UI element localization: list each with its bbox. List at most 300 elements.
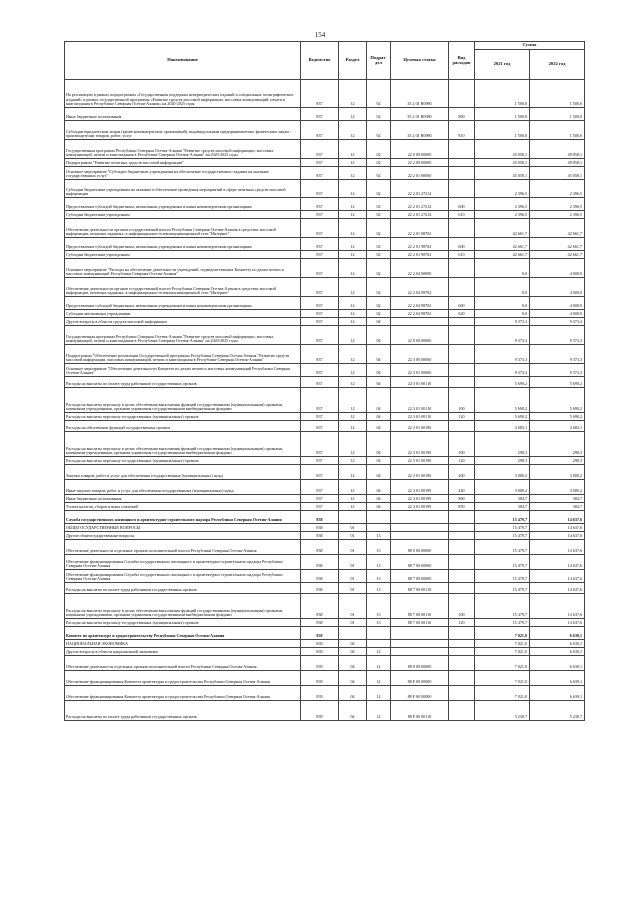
row-dept: 837 xyxy=(301,159,339,167)
page-number: 154 xyxy=(314,31,326,39)
table-row xyxy=(65,251,585,259)
row-exptype: 600 xyxy=(449,198,475,211)
row-name: Основное мероприятие "Расходы на обеспечение деятельности учреждений, подведомственных Комитету по делам печати и массовых коммуникаций Республики Северная Осетия-Алания" xyxy=(65,259,301,278)
table-row xyxy=(65,511,585,524)
row-target: 35 2 01 R0980 xyxy=(391,121,449,140)
row-2022: 6 639,1 xyxy=(530,656,585,671)
row-section: 12 xyxy=(339,259,367,278)
row-subsection: 12 xyxy=(367,671,391,686)
table-row xyxy=(65,457,585,465)
row-2021: 42 661,7 xyxy=(475,238,530,251)
row-exptype xyxy=(449,524,475,532)
row-2021: 3 000,2 xyxy=(475,465,530,480)
row-target: 88 7 00 00000 xyxy=(391,555,449,570)
row-section: 12 xyxy=(339,121,367,140)
row-exptype xyxy=(449,167,475,180)
row-subsection xyxy=(367,640,391,648)
row-target: 22 2 01 00000 xyxy=(391,167,449,180)
row-exptype xyxy=(449,570,475,583)
row-subsection: 12 xyxy=(367,701,391,721)
row-subsection: 02 xyxy=(367,198,391,211)
row-2022: 3 000,2 xyxy=(530,465,585,480)
row-dept: 837 xyxy=(301,421,339,432)
row-exptype: 100 xyxy=(449,594,475,619)
row-target: 22 3 01 00190 xyxy=(391,495,449,503)
row-2021: 7 021,0 xyxy=(475,627,530,640)
row-target: 88 7 00 00110 xyxy=(391,594,449,619)
row-subsection: 12 xyxy=(367,686,391,701)
row-name: Другие вопросы в области национальной экономики xyxy=(65,648,301,656)
row-2022: 14 637,6 xyxy=(530,570,585,583)
row-2022: 45 058,1 xyxy=(530,167,585,180)
row-2022: 2 396,5 xyxy=(530,198,585,211)
row-exptype xyxy=(449,180,475,198)
row-2021: 0,0 xyxy=(475,297,530,310)
row-name: Расходы на выплаты по оплате труда работников государственных органов xyxy=(65,583,301,594)
row-subsection: 04 xyxy=(367,413,391,421)
row-2021: 15 479,7 xyxy=(475,540,530,555)
row-name: Субсидии бюджетным учреждениям xyxy=(65,251,301,259)
row-exptype xyxy=(449,259,475,278)
row-2021: 15 479,7 xyxy=(475,555,530,570)
row-2021: 1 500,0 xyxy=(475,108,530,121)
row-exptype xyxy=(449,159,475,167)
row-target xyxy=(391,648,449,656)
row-target xyxy=(391,532,449,540)
row-exptype xyxy=(449,345,475,364)
row-2022: 6 639,1 xyxy=(530,648,585,656)
row-exptype xyxy=(449,532,475,540)
row-2021: 9 373,3 xyxy=(475,318,530,326)
table-row xyxy=(65,198,585,211)
col-name-header: Наименование xyxy=(65,42,301,80)
row-subsection: 02 xyxy=(367,80,391,108)
row-2022: 384,7 xyxy=(530,503,585,511)
row-subsection: 02 xyxy=(367,211,391,219)
row-name: Расходы на выплаты персоналу в целях обеспечения выполнения функций государственными (муниципальными) органами, казенными учреждениями, органами управления государственными внебюджетными фондами xyxy=(65,432,301,457)
table-row xyxy=(65,465,585,480)
row-target: 22 3 01 00110 xyxy=(391,413,449,421)
row-section: 04 xyxy=(339,640,367,648)
row-subsection: 04 xyxy=(367,388,391,413)
row-subsection: 04 xyxy=(367,465,391,480)
table-row xyxy=(65,532,585,540)
row-target: 22 2 04 98702 xyxy=(391,310,449,318)
row-2021: 15 479,7 xyxy=(475,583,530,594)
row-name: Закупка товаров, работ и услуг для обеспечения государственных (муниципальных) нужд xyxy=(65,465,301,480)
row-name: Обеспечение деятельности отдельных органов исполнительной власти Республики Северная Осетия-Алания xyxy=(65,540,301,555)
row-target: 22 3 01 00110 xyxy=(391,388,449,413)
row-dept: 838 xyxy=(301,532,339,540)
row-2022: 49 058,1 xyxy=(530,140,585,159)
row-name: Субсидии бюджетным учреждениям на оказание и обеспечение проведения мероприятий в сфере печатных средств массовой информации xyxy=(65,180,301,198)
row-2021: 5 690,2 xyxy=(475,377,530,388)
row-section: 01 xyxy=(339,540,367,555)
row-section: 12 xyxy=(339,432,367,457)
row-target: 22 2 04 98702 xyxy=(391,297,449,310)
row-section: 12 xyxy=(339,167,367,180)
row-2022: 4 000,0 xyxy=(530,310,585,318)
row-2022: 1 500,0 xyxy=(530,108,585,121)
row-2021: 0,0 xyxy=(475,259,530,278)
row-subsection: 02 xyxy=(367,121,391,140)
table-row xyxy=(65,686,585,701)
row-name: Уплата налогов, сборов и иных платежей xyxy=(65,503,301,511)
table-row xyxy=(65,640,585,648)
row-dept: 837 xyxy=(301,108,339,121)
row-2022: 14 637,6 xyxy=(530,511,585,524)
table-row xyxy=(65,432,585,457)
row-name: Предоставление субсидий бюджетным, автономным учреждениям и иным некоммерческим организациям xyxy=(65,297,301,310)
row-name: Расходы на обеспечение функций государственных органов xyxy=(65,421,301,432)
table-row xyxy=(65,140,585,159)
row-name: Подпрограмма "Развитие печатных средств массовой информации" xyxy=(65,159,301,167)
row-subsection: 04 xyxy=(367,432,391,457)
row-2021: 7 021,0 xyxy=(475,656,530,671)
row-name: Иные закупки товаров, работ и услуг для обеспечения государственных (муниципальных) нужд xyxy=(65,480,301,495)
table-row xyxy=(65,219,585,238)
table-row xyxy=(65,524,585,532)
row-subsection: 13 xyxy=(367,583,391,594)
row-2021: 2 396,5 xyxy=(475,211,530,219)
row-2021: 2 396,5 xyxy=(475,198,530,211)
row-exptype xyxy=(449,140,475,159)
row-section xyxy=(339,511,367,524)
row-target: 22 3 01 00110 xyxy=(391,377,449,388)
row-2021: 45 058,1 xyxy=(475,159,530,167)
row-section: 04 xyxy=(339,701,367,721)
row-section: 12 xyxy=(339,180,367,198)
table-row xyxy=(65,278,585,297)
row-2021: 3 683,1 xyxy=(475,421,530,432)
row-name: Расходы на выплаты персоналу государственных (муниципальных) органов xyxy=(65,619,301,627)
row-dept: 837 xyxy=(301,310,339,318)
row-name: Обеспечение функционирования Службы государственного жилищного и архитектурно-строительного надзора Республики Северная Осетия-Алания xyxy=(65,570,301,583)
row-subsection: 04 xyxy=(367,503,391,511)
row-section: 12 xyxy=(339,278,367,297)
row-section: 12 xyxy=(339,297,367,310)
row-2021: 15 479,7 xyxy=(475,594,530,619)
row-section: 12 xyxy=(339,108,367,121)
row-target: 22 3 01 00190 xyxy=(391,421,449,432)
row-target: 35 2 01 R0980 xyxy=(391,108,449,121)
row-exptype: 800 xyxy=(449,495,475,503)
row-subsection: 02 xyxy=(367,259,391,278)
row-2022: 14 637,6 xyxy=(530,532,585,540)
table-row xyxy=(65,167,585,180)
row-subsection: 04 xyxy=(367,345,391,364)
row-section: 01 xyxy=(339,619,367,627)
row-2022: 49 058,1 xyxy=(530,159,585,167)
budget-table xyxy=(64,41,585,721)
row-dept: 837 xyxy=(301,259,339,278)
row-name: Расходы на выплаты по оплате труда работников государственных органов xyxy=(65,701,301,721)
row-section: 12 xyxy=(339,364,367,377)
row-dept: 837 xyxy=(301,167,339,180)
row-subsection: 04 xyxy=(367,480,391,495)
row-name: НАЦИОНАЛЬНАЯ ЭКОНОМИКА xyxy=(65,640,301,648)
row-dept: 839 xyxy=(301,656,339,671)
row-2021: 0,0 xyxy=(475,310,530,318)
row-target xyxy=(391,640,449,648)
row-2021: 298,3 xyxy=(475,432,530,457)
row-dept: 839 xyxy=(301,671,339,686)
row-subsection: 02 xyxy=(367,219,391,238)
row-target: 35 2 01 R0980 xyxy=(391,80,449,108)
row-dept: 838 xyxy=(301,555,339,570)
row-target: 88 7 00 00110 xyxy=(391,583,449,594)
row-section: 12 xyxy=(339,238,367,251)
row-section: 12 xyxy=(339,219,367,238)
row-exptype xyxy=(449,555,475,570)
row-2022: 14 637,6 xyxy=(530,619,585,627)
row-2022: 9 373,3 xyxy=(530,364,585,377)
row-name: Другие общегосударственные вопросы xyxy=(65,532,301,540)
row-subsection: 13 xyxy=(367,619,391,627)
row-dept: 837 xyxy=(301,211,339,219)
row-dept: 837 xyxy=(301,297,339,310)
table-row xyxy=(65,495,585,503)
row-2021: 0,0 xyxy=(475,278,530,297)
row-dept: 837 xyxy=(301,503,339,511)
row-subsection: 02 xyxy=(367,159,391,167)
row-2021: 298,3 xyxy=(475,457,530,465)
row-exptype xyxy=(449,656,475,671)
row-2022: 9 373,3 xyxy=(530,326,585,345)
col-sum-header: Сумма xyxy=(475,42,585,50)
table-row xyxy=(65,159,585,167)
row-target: 22 2 01 27214 xyxy=(391,180,449,198)
row-exptype xyxy=(449,701,475,721)
row-section: 01 xyxy=(339,594,367,619)
row-section: 12 xyxy=(339,345,367,364)
row-dept: 839 xyxy=(301,701,339,721)
row-dept: 838 xyxy=(301,570,339,583)
row-dept: 837 xyxy=(301,457,339,465)
row-2022: 14 637,6 xyxy=(530,524,585,532)
row-name: Основное мероприятие "Обеспечение деятельности Комитета по делам печати и массовых коммуникаций Республики Северная Осетия-Алания" xyxy=(65,364,301,377)
col-2021-header: 2021 год xyxy=(475,50,530,80)
row-2022: 9 373,3 xyxy=(530,345,585,364)
row-exptype xyxy=(449,326,475,345)
row-subsection: 02 xyxy=(367,108,391,121)
row-target: 22 2 01 98702 xyxy=(391,251,449,259)
table-row xyxy=(65,297,585,310)
row-subsection: 02 xyxy=(367,251,391,259)
row-target: 22 2 01 27214 xyxy=(391,198,449,211)
row-section: 04 xyxy=(339,656,367,671)
row-subsection: 12 xyxy=(367,648,391,656)
row-target: 88 F 00 00000 xyxy=(391,671,449,686)
row-dept: 837 xyxy=(301,326,339,345)
row-dept: 839 xyxy=(301,627,339,640)
table-row xyxy=(65,583,585,594)
row-exptype xyxy=(449,640,475,648)
table-row xyxy=(65,671,585,686)
row-2022: 2 396,5 xyxy=(530,211,585,219)
row-subsection: 13 xyxy=(367,594,391,619)
table-row xyxy=(65,648,585,656)
row-dept: 837 xyxy=(301,238,339,251)
table-row xyxy=(65,259,585,278)
row-target: 22 3 00 00000 xyxy=(391,345,449,364)
table-row xyxy=(65,594,585,619)
row-2022: 42 661,7 xyxy=(530,251,585,259)
row-dept: 837 xyxy=(301,432,339,457)
row-2022: 6 639,1 xyxy=(530,671,585,686)
row-2022: 14 637,6 xyxy=(530,594,585,619)
row-name: Расходы на выплаты по оплате труда работников государственных органов xyxy=(65,377,301,388)
row-name: Комитет по архитектуре и градостроительству Республики Северная Осетия-Алания xyxy=(65,627,301,640)
row-dept: 837 xyxy=(301,345,339,364)
row-name: Субсидии бюджетным учреждениям xyxy=(65,211,301,219)
row-subsection: 02 xyxy=(367,180,391,198)
row-2022: 1 500,0 xyxy=(530,121,585,140)
row-name: Иные бюджетные ассигнования xyxy=(65,108,301,121)
table-row xyxy=(65,326,585,345)
row-2021: 15 479,7 xyxy=(475,532,530,540)
row-exptype xyxy=(449,540,475,555)
row-dept: 838 xyxy=(301,524,339,532)
row-2021: 15 479,7 xyxy=(475,570,530,583)
row-target xyxy=(391,524,449,532)
row-2021: 42 661,7 xyxy=(475,251,530,259)
row-target: 88 0 00 00000 xyxy=(391,540,449,555)
row-section: 04 xyxy=(339,648,367,656)
row-target: 22 3 01 00190 xyxy=(391,480,449,495)
row-section: 01 xyxy=(339,555,367,570)
row-name: Обеспечение деятельности отдельных органов исполнительной власти Республики Северная Осетия-Алания xyxy=(65,656,301,671)
row-target: 22 2 01 98702 xyxy=(391,219,449,238)
row-2022: 6 639,1 xyxy=(530,640,585,648)
row-2021: 45 058,1 xyxy=(475,167,530,180)
row-subsection: 02 xyxy=(367,238,391,251)
row-dept: 838 xyxy=(301,511,339,524)
table-row xyxy=(65,121,585,140)
row-dept: 838 xyxy=(301,594,339,619)
row-2022: 298,3 xyxy=(530,457,585,465)
row-subsection: 02 xyxy=(367,140,391,159)
row-subsection: 02 xyxy=(367,297,391,310)
row-section: 01 xyxy=(339,532,367,540)
row-name: Государственная программа Республики Северная Осетия-Алания "Развитие средств массовой информации, массовых коммуникаций, печати и книгоиздания в Республике Северная Осетия-Алания" на 2020-2025 годы xyxy=(65,326,301,345)
table-row xyxy=(65,413,585,421)
row-target xyxy=(391,318,449,326)
row-section: 12 xyxy=(339,465,367,480)
row-dept: 837 xyxy=(301,219,339,238)
row-dept: 839 xyxy=(301,648,339,656)
row-target: 22 2 00 00000 xyxy=(391,159,449,167)
row-2021: 7 021,0 xyxy=(475,671,530,686)
row-dept: 837 xyxy=(301,364,339,377)
col-2022-header: 2022 год xyxy=(530,50,585,80)
row-section: 12 xyxy=(339,457,367,465)
row-section: 12 xyxy=(339,140,367,159)
table-row xyxy=(65,318,585,326)
row-section: 12 xyxy=(339,310,367,318)
row-section: 12 xyxy=(339,421,367,432)
row-target: 22 2 01 98702 xyxy=(391,238,449,251)
row-2022: 2 396,5 xyxy=(530,180,585,198)
table-row xyxy=(65,619,585,627)
row-name: Подпрограмма "Обеспечение реализации Государственной программы Республики Северная Осетия-Алания "Развитие средств массовой информации, массовых коммуникаций, печати и книгоиздания в Республике Северная Осетия-Алания" xyxy=(65,345,301,364)
row-exptype xyxy=(449,511,475,524)
row-2021: 9 373,3 xyxy=(475,345,530,364)
row-2021: 7 021,0 xyxy=(475,640,530,648)
row-section: 12 xyxy=(339,211,367,219)
row-name: Служба государственного жилищного и архитектурно-строительного надзора Республики Северная Осетия-Алания xyxy=(65,511,301,524)
row-2021: 15 479,7 xyxy=(475,524,530,532)
row-name: Обеспечение деятельности органов государственной власти Республики Северная Осетия-Алания в средствах массовой информации, печатных изданиях, в информационно-телекоммуникационной сети "Интернет" xyxy=(65,219,301,238)
row-target: 88 F 00 00000 xyxy=(391,686,449,701)
row-subsection: 13 xyxy=(367,555,391,570)
row-subsection: 04 xyxy=(367,421,391,432)
table-row xyxy=(65,570,585,583)
row-target: 22 3 01 00190 xyxy=(391,432,449,457)
row-section: 12 xyxy=(339,326,367,345)
row-dept: 838 xyxy=(301,583,339,594)
row-target: 88 7 00 00110 xyxy=(391,619,449,627)
row-name: Расходы на выплаты персоналу государственных (муниципальных) органов xyxy=(65,457,301,465)
row-target: 22 2 01 27214 xyxy=(391,211,449,219)
row-dept: 837 xyxy=(301,465,339,480)
table-row xyxy=(65,480,585,495)
row-2022: 5 690,2 xyxy=(530,388,585,413)
row-subsection: 13 xyxy=(367,532,391,540)
row-exptype xyxy=(449,219,475,238)
row-target: 88 0 00 00000 xyxy=(391,656,449,671)
row-section: 12 xyxy=(339,413,367,421)
row-2022: 14 637,6 xyxy=(530,583,585,594)
row-section: 01 xyxy=(339,524,367,532)
row-name: Субсидии автономным учреждениям xyxy=(65,310,301,318)
row-2022: 3 683,1 xyxy=(530,421,585,432)
row-dept: 837 xyxy=(301,495,339,503)
row-exptype: 620 xyxy=(449,310,475,318)
row-name: Иные бюджетные ассигнования xyxy=(65,495,301,503)
row-section: 04 xyxy=(339,686,367,701)
row-2021: 7 021,0 xyxy=(475,648,530,656)
table-row xyxy=(65,377,585,388)
row-dept: 837 xyxy=(301,80,339,108)
row-section: 12 xyxy=(339,495,367,503)
row-dept: 837 xyxy=(301,413,339,421)
row-dept: 837 xyxy=(301,377,339,388)
row-name: Обеспечение функционирования Комитета архитектуры и градостроительства Республики Северная Осетия-Алания xyxy=(65,686,301,701)
row-dept: 837 xyxy=(301,180,339,198)
table-row xyxy=(65,701,585,721)
col-subsection-header: Подраз-дел xyxy=(367,42,391,80)
row-exptype: 610 xyxy=(449,251,475,259)
row-exptype: 810 xyxy=(449,121,475,140)
row-name: Расходы на выплаты персоналу в целях обеспечения выполнения функций государственными (муниципальными) органами, казенными учреждениями, органами управления государственными внебюджетными фондами xyxy=(65,388,301,413)
row-2022: 14 637,6 xyxy=(530,555,585,570)
row-name: Расходы на выплаты персоналу в целях обеспечения выполнения функций государственными (муниципальными) органами, казенными учреждениями, органами управления государственными внебюджетными фондами xyxy=(65,594,301,619)
row-2022: 1 500,0 xyxy=(530,80,585,108)
row-2021: 384,7 xyxy=(475,503,530,511)
row-exptype xyxy=(449,318,475,326)
row-2021: 7 021,0 xyxy=(475,686,530,701)
row-name: ОБЩЕГОСУДАРСТВЕННЫЕ ВОПРОСЫ xyxy=(65,524,301,532)
col-dept-header: Ведомство xyxy=(301,42,339,80)
table-row xyxy=(65,555,585,570)
row-2021: 15 479,7 xyxy=(475,619,530,627)
row-target xyxy=(391,511,449,524)
row-2021: 384,7 xyxy=(475,495,530,503)
table-row xyxy=(65,108,585,121)
row-subsection: 13 xyxy=(367,540,391,555)
row-2021: 2 396,5 xyxy=(475,180,530,198)
